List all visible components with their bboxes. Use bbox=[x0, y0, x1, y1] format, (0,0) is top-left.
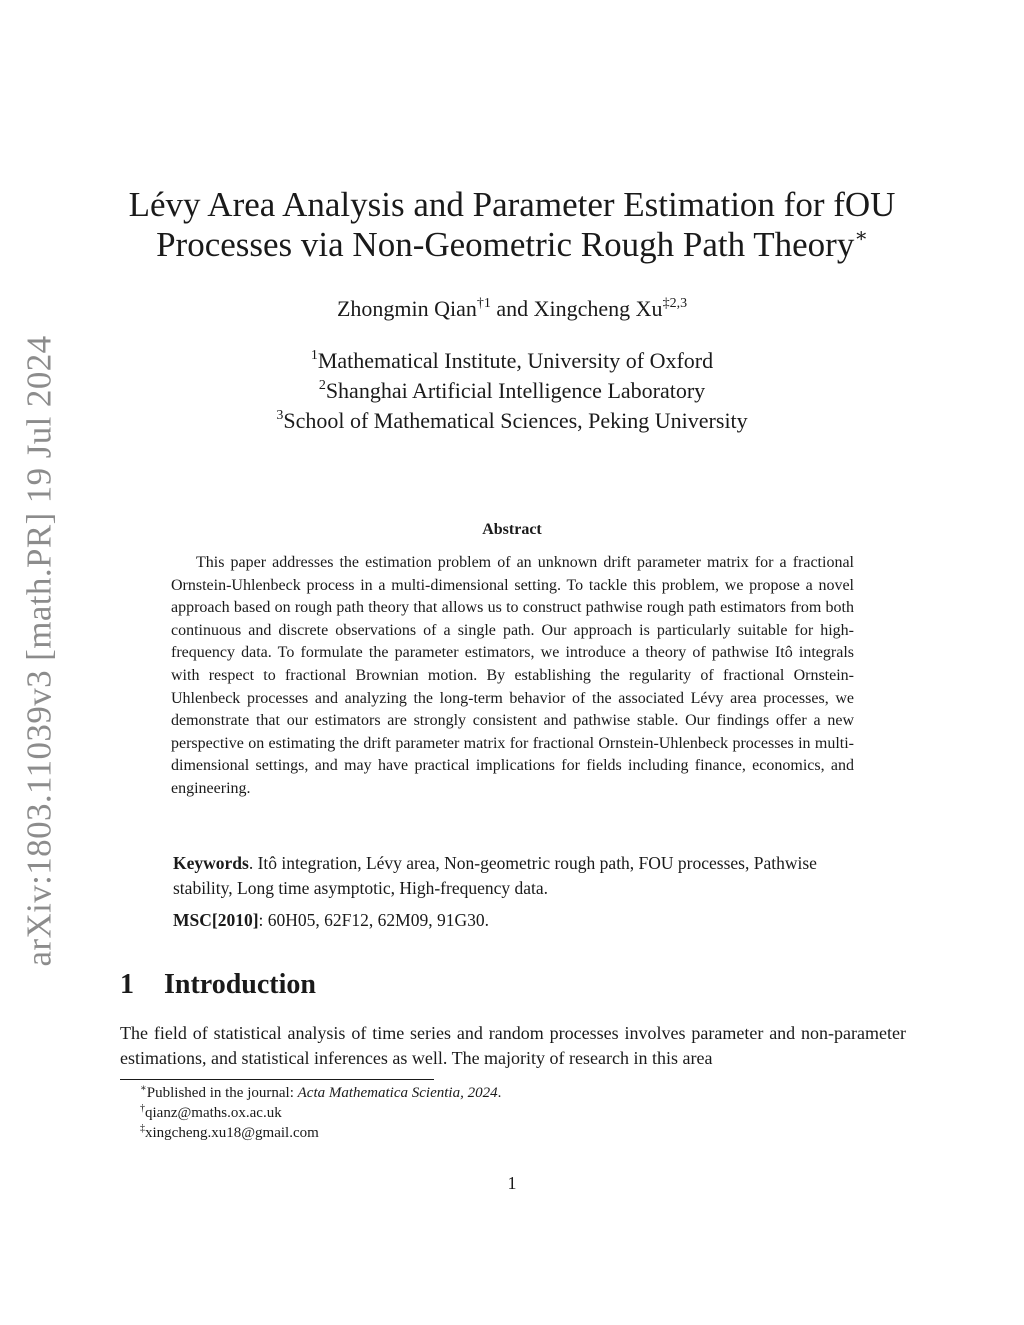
arxiv-identifier-stamp bbox=[18, 335, 62, 967]
affiliation-2 bbox=[100, 376, 924, 406]
affiliation-2-name: Shanghai Artificial Intelligence Laboratory bbox=[325, 378, 706, 403]
keywords-text: . Itô integration, Lévy area, Non-geometric rough path, FOU processes, Pathwise stability, Long time asymptotic, High-frequency data. bbox=[173, 853, 817, 898]
affiliation-3-name: School of Mathematical Sciences, Peking University bbox=[283, 408, 748, 433]
affiliation-1 bbox=[100, 346, 924, 376]
msc-label: MSC[2010] bbox=[173, 910, 259, 930]
author-2-name: Xingcheng Xu bbox=[533, 296, 663, 321]
section-number: 1 bbox=[120, 969, 134, 1000]
footnotes bbox=[140, 1083, 501, 1143]
paper-title bbox=[100, 185, 924, 265]
footnote-3-email: xingcheng.xu18@gmail.com bbox=[145, 1125, 319, 1141]
footnote-1-journal: Acta Mathematica Scientia, 2024 bbox=[297, 1085, 498, 1101]
keywords-line bbox=[173, 851, 853, 901]
page-number: 1 bbox=[507, 1173, 517, 1193]
arxiv-identifier-text: arXiv:1803.11039v3 [math.PR] 19 Jul 2024 bbox=[20, 335, 60, 967]
footnote-1-text: Published in the journal: bbox=[146, 1085, 298, 1101]
abstract-body: This paper addresses the estimation problem of an unknown drift parameter matrix for a fractional Ornstein-Uhlenbeck process in a multi-dimensional setting. To tackle this problem, we propose a novel approach based on rough path theory that allows us to construct pathwise rough path estimators from both continuous and discrete observations of a single path. Our approach is particularly suitable for high-frequency data. To formulate the parameter estimators, we introduce a theory of pathwise Itô integrals with respect to fractional Brownian motion. By establishing the regularity of fractional Ornstein-Uhlenbeck processes and analyzing the long-term behavior of the associated Lévy area processes, we demonstrate that our estimators are strongly consistent and pathwise stable. Our findings offer a new perspective on estimating the drift parameter matrix for fractional Ornstein-Uhlenbeck processes in multi-dimensional settings, and may have practical implications for fields including finance, economics, and engineering. bbox=[171, 554, 854, 797]
author-1-marks: †1 bbox=[476, 296, 491, 311]
author-1-name: Zhongmin Qian bbox=[336, 296, 477, 321]
section-title: Introduction bbox=[164, 969, 316, 1000]
footnote-1-mark: ∗ bbox=[140, 1083, 147, 1094]
title-line-1: Lévy Area Analysis and Parameter Estimation for fOU bbox=[128, 185, 896, 224]
footnote-divider bbox=[120, 1079, 434, 1080]
title-line-2-text: Processes via Non-Geometric Rough Path Theory bbox=[156, 225, 855, 264]
affiliation-3-number: 3 bbox=[276, 408, 284, 423]
title-footnote-mark: ∗ bbox=[854, 225, 868, 247]
keywords-label: Keywords bbox=[173, 853, 249, 873]
affiliation-2-number: 2 bbox=[318, 378, 326, 393]
abstract-heading: Abstract bbox=[482, 521, 542, 538]
footnote-2 bbox=[140, 1103, 501, 1123]
footnote-3-mark: ‡ bbox=[140, 1123, 145, 1134]
affiliation-3 bbox=[100, 406, 924, 436]
author-2-marks: ‡2,3 bbox=[662, 296, 688, 311]
affiliation-1-number: 1 bbox=[310, 348, 318, 363]
footnote-1 bbox=[140, 1083, 501, 1103]
footnote-2-mark: † bbox=[140, 1103, 145, 1114]
section-heading-introduction bbox=[120, 967, 316, 1003]
introduction-paragraph: The field of statistical analysis of time series and random processes involves parameter and non-parameter estimations, and statistical inferences as well. The majority of research in this area bbox=[120, 1023, 906, 1068]
author-conjunction: and bbox=[490, 296, 534, 321]
footnote-2-email: qianz@maths.ox.ac.uk bbox=[145, 1105, 282, 1121]
footnote-3 bbox=[140, 1123, 501, 1143]
msc-text: : 60H05, 62F12, 62M09, 91G30. bbox=[258, 910, 489, 930]
title-line-2 bbox=[100, 225, 924, 265]
affiliation-1-name: Mathematical Institute, University of Oxford bbox=[317, 348, 714, 373]
affiliations bbox=[100, 346, 924, 436]
msc-line bbox=[173, 908, 853, 933]
author-list bbox=[100, 296, 924, 322]
footnote-1-tail: . bbox=[497, 1085, 502, 1101]
